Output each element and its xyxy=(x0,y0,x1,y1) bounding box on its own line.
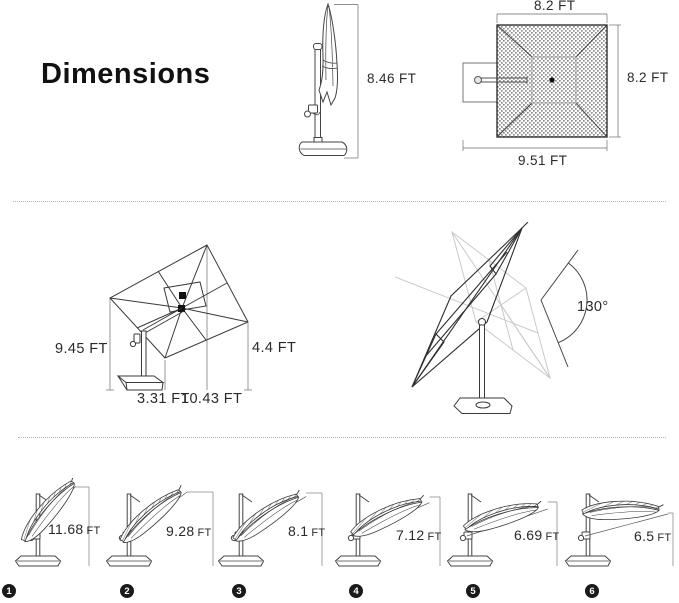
section-divider xyxy=(18,437,666,438)
position-number-badge: 1 xyxy=(2,584,16,598)
height-value: 9.28 xyxy=(166,523,195,539)
section-divider xyxy=(13,201,666,202)
base-width-label: 3.31 FT xyxy=(137,391,190,407)
height-value: 8.1 xyxy=(288,523,309,539)
top-depth-label: 8.2 FT xyxy=(627,70,669,85)
position-height-label xyxy=(634,528,671,546)
height-unit: FT xyxy=(545,531,560,543)
tilt-umbrella-drawing xyxy=(395,222,630,424)
position-number-badge: 4 xyxy=(349,584,363,598)
height-value: 11.68 xyxy=(48,521,84,537)
position-height-label xyxy=(396,527,442,545)
height-unit: FT xyxy=(197,527,212,539)
page-title: Dimensions xyxy=(41,58,211,90)
closed-umbrella-drawing xyxy=(292,2,372,162)
position-height-label xyxy=(514,527,560,545)
pole-height-label: 9.45 FT xyxy=(55,341,108,357)
height-unit: FT xyxy=(657,532,672,544)
position-number-badge: 6 xyxy=(585,584,599,598)
umbrella-position-drawing xyxy=(558,478,679,570)
edge-height-label: 4.4 FT xyxy=(252,340,297,356)
top-overall-depth-label: 9.51 FT xyxy=(518,153,568,168)
position-height-label xyxy=(48,521,101,539)
height-value: 6.5 xyxy=(634,528,655,544)
top-width-label: 8.2 FT xyxy=(534,0,576,13)
height-unit: FT xyxy=(86,525,101,537)
height-value: 7.12 xyxy=(396,527,425,543)
rotation-angle-label: 130° xyxy=(577,299,609,315)
position-number-badge: 2 xyxy=(120,584,134,598)
umbrella-position-drawing xyxy=(440,478,562,570)
position-height-label xyxy=(288,523,325,541)
position-number-badge: 3 xyxy=(232,584,246,598)
umbrella-position-drawing xyxy=(328,478,450,570)
height-unit: FT xyxy=(427,531,442,543)
height-value: 6.69 xyxy=(514,527,543,543)
position-number-badge: 5 xyxy=(466,584,480,598)
open-umbrella-drawing xyxy=(50,232,300,410)
height-unit: FT xyxy=(311,527,326,539)
position-height-label xyxy=(166,523,212,541)
overall-width-label: 10.43 FT xyxy=(181,391,243,407)
side-height-label: 8.46 FT xyxy=(367,71,417,86)
